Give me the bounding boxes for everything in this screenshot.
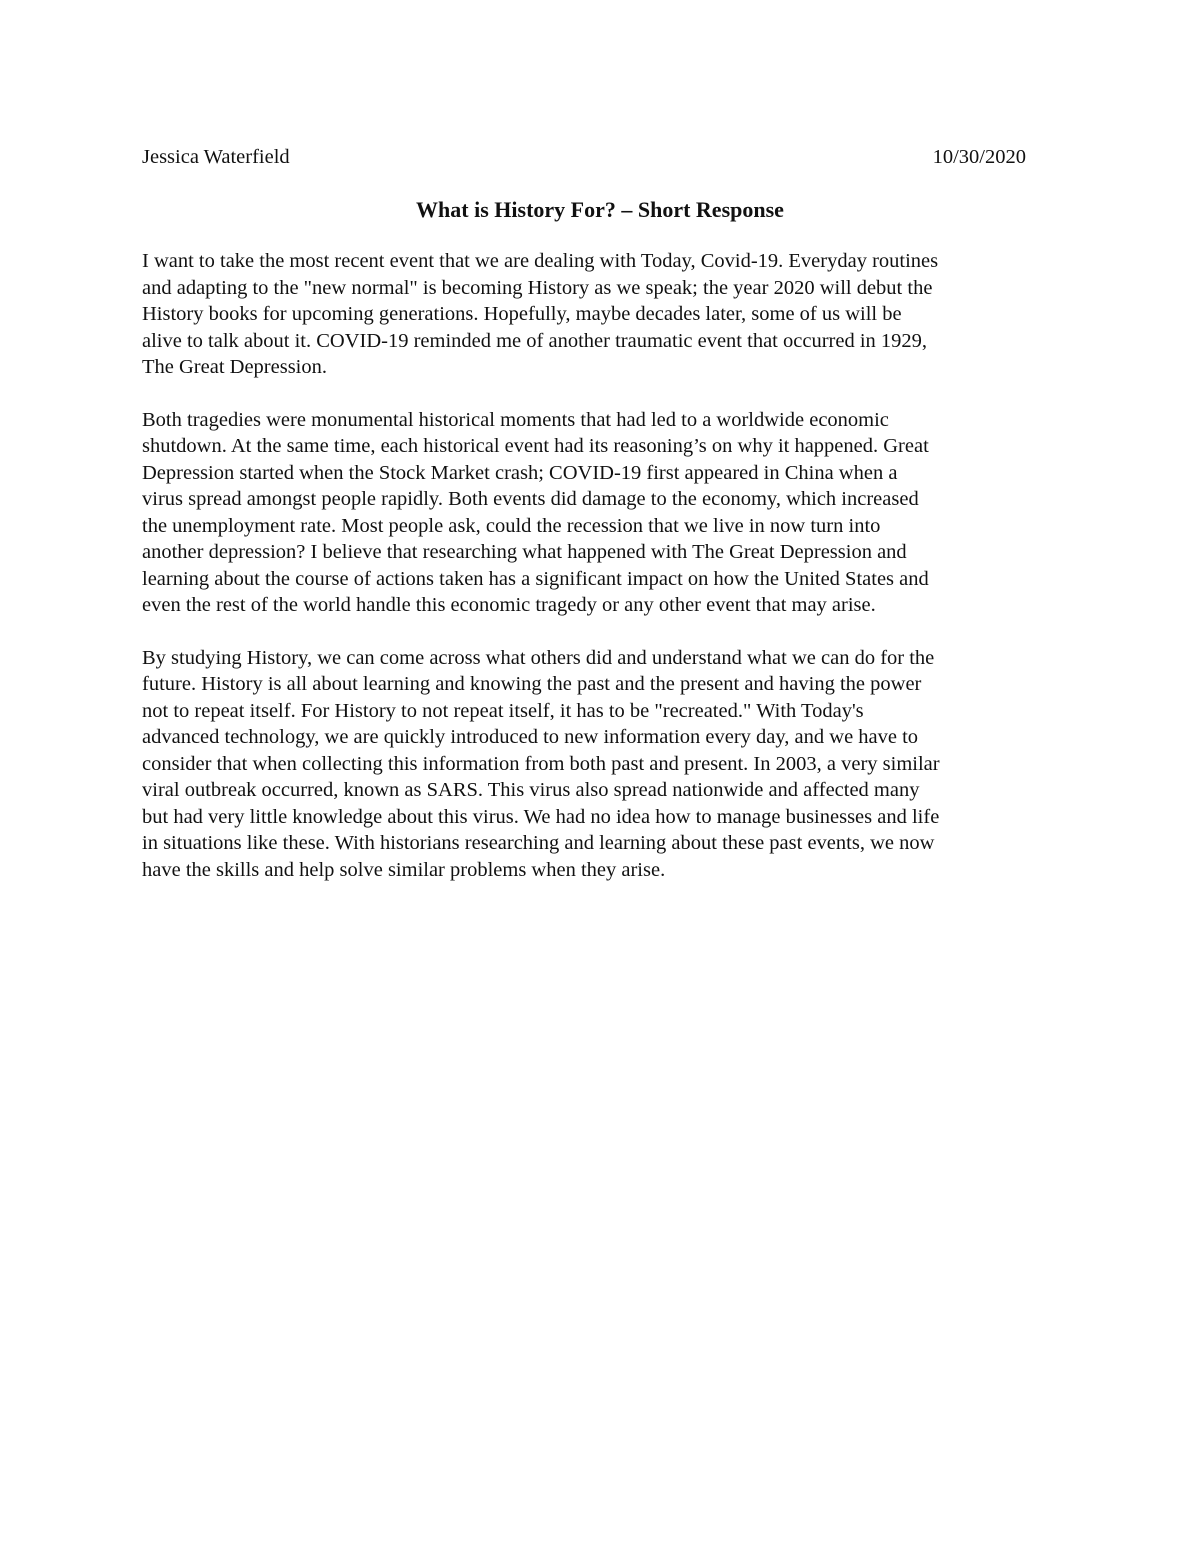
text-line: Both tragedies were monumental historical moments that had led to a worldwide economic xyxy=(142,408,889,431)
text-line: History books for upcoming generations. Hopefully, maybe decades later, some of us will be xyxy=(142,303,902,325)
text-line: and adapting to the "new normal" is becoming History as we speak; the year 2020 will debut the xyxy=(142,276,933,299)
text-line: in situations like these. With historians researching and learning about these past events, we now xyxy=(142,832,935,854)
text-line: but had very little knowledge about this virus. We had no idea how to manage businesses and life xyxy=(142,805,940,828)
text-line: virus spread amongst people rapidly. Both events did damage to the economy, which increased xyxy=(142,488,919,510)
text-line: learning about the course of actions taken has a significant impact on how the United States and xyxy=(142,567,929,590)
paragraph-2 xyxy=(142,407,1058,619)
author-name: Jessica Waterfield xyxy=(142,146,290,168)
text-line: have the skills and help solve similar problems when they arise. xyxy=(142,858,666,881)
text-line: not to repeat itself. For History to not repeat itself, it has to be "recreated." With Today's xyxy=(142,699,864,722)
text-line: the unemployment rate. Most people ask, could the recession that we live in now turn into xyxy=(142,514,881,537)
paragraph-1 xyxy=(142,248,1058,381)
paragraph-3 xyxy=(142,645,1058,884)
text-line: shutdown. At the same time, each historical event had its reasoning’s on why it happened. Great xyxy=(142,435,929,457)
text-line: even the rest of the world handle this economic tragedy or any other event that may arise. xyxy=(142,594,876,616)
text-line: The Great Depression. xyxy=(142,356,328,378)
document-date: 10/30/2020 xyxy=(932,146,1026,168)
text-line: alive to talk about it. COVID-19 reminded me of another traumatic event that occurred in 1929, xyxy=(142,329,928,352)
text-line: another depression? I believe that researching what happened with The Great Depression and xyxy=(142,541,907,563)
document-header xyxy=(142,142,1026,172)
document-body xyxy=(142,248,1058,909)
text-line: advanced technology, we are quickly introduced to new information every day, and we have to xyxy=(142,726,919,748)
text-line: I want to take the most recent event that we are dealing with Today, Covid-19. Everyday routines xyxy=(142,250,939,272)
text-line: viral outbreak occurred, known as SARS. This virus also spread nationwide and affected many xyxy=(142,779,920,801)
document-title: What is History For? – Short Response xyxy=(416,197,784,222)
text-line: future. History is all about learning and knowing the past and the present and having the power xyxy=(142,673,922,695)
text-line: Depression started when the Stock Market crash; COVID-19 first appeared in China when a xyxy=(142,461,898,484)
text-line: consider that when collecting this information from both past and present. In 2003, a very similar xyxy=(142,752,940,775)
text-line: By studying History, we can come across what others did and understand what we can do for the xyxy=(142,646,935,669)
